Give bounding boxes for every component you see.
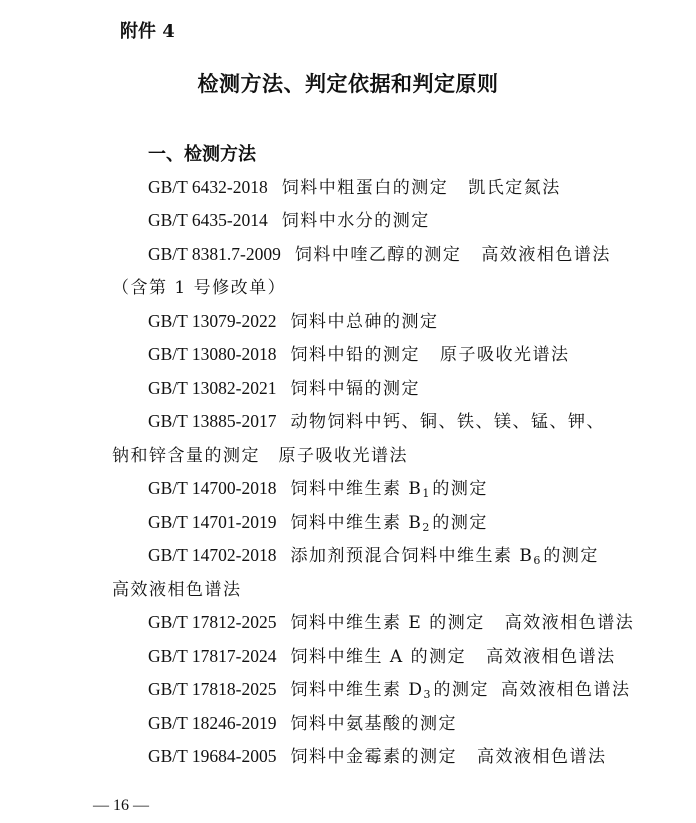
method-line — [148, 240, 611, 265]
method-technique: 原子吸收光谱法 — [440, 345, 570, 365]
method-line — [148, 541, 599, 567]
standard-code: GB/T 6432-2018 — [148, 177, 268, 197]
section-heading: 一、检测方法 — [148, 144, 256, 165]
method-continuation: （含第 1 号修改单） — [112, 278, 287, 298]
method-name: 饲料中维生素 E 的测定 — [290, 613, 485, 633]
standard-code: GB/T 6435-2014 — [148, 210, 268, 230]
method-technique: 凯氏定氮法 — [468, 178, 561, 198]
page-number: — 16 — — [93, 797, 149, 814]
method-name: 饲料中总砷的测定 — [290, 312, 439, 332]
method-line — [148, 474, 488, 500]
method-name: 饲料中粗蛋白的测定 — [281, 178, 449, 198]
method-line — [148, 508, 488, 534]
method-name: 饲料中喹乙醇的测定 — [294, 245, 462, 265]
method-name: 饲料中维生素 $B_2$ 的测定 — [290, 513, 488, 534]
standard-code: GB/T 17818-2025 — [148, 679, 277, 699]
standard-code: GB/T 18246-2019 — [148, 713, 277, 733]
method-line — [148, 374, 420, 399]
method-line — [148, 608, 634, 633]
method-technique: 高效液相色谱法 — [477, 747, 607, 767]
method-line — [148, 642, 616, 667]
standard-code: GB/T 17812-2025 — [148, 612, 277, 632]
method-name: 饲料中维生素 $D_3$ 的测定 — [290, 680, 490, 701]
standard-code: GB/T 8381.7-2009 — [148, 244, 281, 264]
method-name: 饲料中水分的测定 — [281, 211, 430, 231]
method-line — [148, 675, 631, 701]
method-line — [148, 206, 430, 231]
method-line — [148, 340, 570, 365]
method-name: 饲料中镉的测定 — [290, 379, 420, 399]
attachment-label: 附件 4 — [120, 21, 175, 42]
method-name: 饲料中金霉素的测定 — [290, 747, 457, 767]
method-line — [148, 307, 439, 332]
page-title: 检测方法、判定依据和判定原则 — [197, 71, 499, 96]
method-technique: 高效液相色谱法 — [481, 245, 611, 265]
standard-code: GB/T 17817-2024 — [148, 646, 277, 666]
method-continuation: 钠和锌含量的测定 原子吸收光谱法 — [112, 446, 408, 466]
standard-code: GB/T 13885-2017 — [148, 411, 277, 431]
method-name: 饲料中铅的测定 — [290, 345, 420, 365]
method-line — [148, 709, 457, 734]
method-line — [148, 173, 561, 198]
method-line — [148, 742, 607, 767]
standard-code: GB/T 19684-2005 — [148, 746, 277, 766]
method-name: 饲料中维生 A 的测定 — [290, 647, 467, 667]
standard-code: GB/T 13082-2021 — [148, 378, 277, 398]
standard-code: GB/T 14700-2018 — [148, 478, 277, 498]
method-name: 饲料中维生素 $B_1$ 的测定 — [290, 479, 488, 500]
method-name: 饲料中氨基酸的测定 — [290, 714, 457, 734]
standard-code: GB/T 14702-2018 — [148, 545, 277, 565]
method-line — [148, 407, 605, 432]
standard-code: GB/T 14701-2019 — [148, 512, 277, 532]
method-name: 动物饲料中钙、铜、铁、镁、锰、钾、 — [290, 412, 605, 432]
method-continuation: 高效液相色谱法 — [112, 580, 242, 600]
standard-code: GB/T 13080-2018 — [148, 344, 277, 364]
method-technique: 高效液相色谱法 — [504, 613, 635, 633]
method-name: 添加剂预混合饲料中维生素 $B_6$ 的测定 — [290, 546, 599, 567]
method-technique: 高效液相色谱法 — [486, 647, 616, 667]
method-technique: 高效液相色谱法 — [501, 680, 631, 700]
standard-code: GB/T 13079-2022 — [148, 311, 277, 331]
